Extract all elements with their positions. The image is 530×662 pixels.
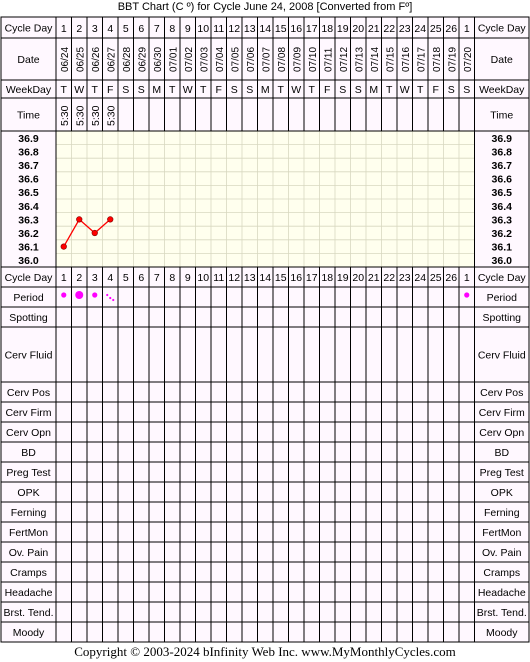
cycle-day-label-lower: 7: [153, 272, 160, 284]
cycle-day-label-lower: 23: [398, 272, 411, 284]
row-label-lower-spotting: Spotting: [9, 312, 48, 324]
chart-title: BBT Chart (C º) for Cycle June 24, 2008 [Converted from Fº]: [117, 1, 413, 13]
temp-tick-label: 36.5: [18, 187, 39, 200]
weekday-label: M: [152, 84, 162, 96]
cycle-day-label-lower: 5: [122, 272, 129, 284]
cycle-day-label-lower: 15: [274, 272, 287, 284]
temp-tick-label-right: 36.0: [491, 255, 512, 268]
weekday-label: F: [324, 84, 331, 96]
row-label-lower-bd: BD: [21, 447, 36, 459]
temp-tick-label-right: 36.4: [491, 200, 512, 213]
row-label-lower-preg-test: Preg Test: [6, 467, 51, 479]
cycle-day-label-lower: 9: [184, 272, 191, 284]
row-label-lower-right-ferning: Ferning: [483, 507, 520, 519]
cycle-day-label-lower: 25: [429, 272, 442, 284]
date-label: 07/10: [307, 46, 319, 72]
row-label-lower-cerv-opn: Cerv Opn: [6, 427, 51, 439]
temp-tick-label-right: 36.6: [491, 173, 512, 186]
date-label: 07/19: [447, 46, 459, 72]
cycle-day-label: 12: [228, 23, 241, 35]
weekday-label: S: [122, 84, 130, 96]
copyright-footer: Copyright © 2003-2024 bInfinity Web Inc. www.MyMonthlyCycles.com: [74, 644, 456, 659]
cycle-day-label: 19: [336, 23, 349, 35]
row-label-lower-right-cycle-day: Cycle Day: [477, 272, 526, 284]
time-label: 5:30: [58, 105, 71, 126]
row-label-lower-right-bd: BD: [494, 447, 510, 459]
weekday-label: W: [399, 84, 410, 96]
cycle-day-label-lower: 2: [76, 272, 83, 284]
row-label-lower-cramps: Cramps: [10, 567, 47, 579]
row-label-date: Date: [17, 54, 40, 66]
cycle-day-label-lower: 19: [336, 272, 349, 284]
row-label-weekday: WeekDay: [5, 84, 52, 96]
temperature-point: [61, 244, 67, 250]
weekday-label: W: [182, 84, 193, 96]
temp-tick-label: 36.6: [18, 173, 39, 186]
row-label-lower-right-fertmon: FertMon: [482, 527, 522, 539]
weekday-label: S: [339, 84, 347, 96]
cycle-day-label-lower: 24: [414, 272, 427, 284]
time-label: 5:30: [74, 105, 87, 126]
weekday-label: F: [432, 84, 439, 96]
cycle-day-label-lower: 20: [352, 272, 365, 284]
row-label-lower-period: Period: [13, 292, 44, 304]
row-label-right-time: Time: [490, 109, 514, 122]
time-label: 5:30: [105, 105, 118, 126]
period-spotting-dot: [112, 299, 114, 301]
cycle-day-label: 18: [321, 23, 334, 35]
period-spotting-dot: [109, 297, 111, 299]
date-label: 07/02: [183, 46, 195, 72]
cycle-day-label: 14: [259, 23, 272, 35]
cycle-day-label: 15: [274, 23, 287, 35]
row-label-lower-cerv-fluid: Cerv Fluid: [4, 349, 53, 362]
date-label: 06/29: [137, 46, 149, 72]
cycle-day-label-lower: 22: [383, 272, 396, 284]
cycle-day-label-lower: 14: [259, 272, 272, 284]
cycle-day-label-lower: 11: [213, 272, 225, 284]
date-label: 07/08: [276, 46, 288, 72]
row-label-lower-cycle-day: Cycle Day: [4, 272, 53, 284]
row-label-lower-right-cerv-fluid: Cerv Fluid: [477, 349, 526, 362]
date-label: 07/14: [369, 46, 381, 72]
cycle-day-label: 1: [60, 23, 67, 35]
row-label-right-cycle-day: Cycle Day: [477, 22, 526, 35]
row-label-lower-ferning: Ferning: [10, 507, 47, 519]
date-label: 07/07: [261, 46, 273, 72]
cycle-day-label-lower: 21: [367, 272, 380, 284]
weekday-label: S: [354, 84, 362, 96]
row-label-lower-right-cerv-pos: Cerv Pos: [480, 387, 524, 399]
date-label: 06/30: [152, 46, 164, 72]
cycle-day-label-lower: 3: [91, 272, 98, 284]
row-label-lower-right-moody: Moody: [485, 627, 518, 639]
cycle-day-label: 5: [122, 23, 129, 35]
date-label: 06/26: [90, 46, 102, 72]
date-label: 07/01: [168, 46, 180, 72]
cycle-day-label: 2: [76, 23, 83, 35]
date-label: 07/17: [416, 46, 428, 72]
cycle-day-label: 10: [197, 23, 210, 35]
row-label-lower-right-brst-tend: Brst. Tend.: [476, 607, 527, 619]
date-label: 06/28: [121, 46, 133, 72]
temp-tick-label: 36.7: [18, 160, 39, 172]
cycle-day-label-lower: 18: [321, 272, 334, 284]
row-label-lower-right-spotting: Spotting: [482, 312, 522, 324]
cycle-day-label: 1: [463, 23, 470, 35]
temp-tick-label-right: 36.8: [491, 146, 512, 159]
date-label: 07/06: [245, 46, 257, 72]
temp-tick-label: 36.3: [18, 214, 39, 227]
period-medium-dot: [464, 292, 469, 297]
cycle-day-label-lower: 1: [60, 272, 67, 284]
date-label: 07/13: [354, 46, 366, 72]
row-label-lower-opk: OPK: [17, 487, 40, 499]
cycle-day-label: 17: [305, 23, 318, 35]
cycle-day-label-lower: 26: [445, 272, 458, 284]
row-label-lower-right-ov-pain: Ov. Pain: [482, 547, 522, 559]
row-label-lower-right-cerv-opn: Cerv Opn: [479, 427, 525, 439]
row-label-lower-right-opk: OPK: [490, 487, 513, 499]
temp-tick-label: 36.1: [18, 241, 39, 254]
date-label: 07/11: [323, 47, 335, 72]
temp-tick-label-right: 36.1: [491, 241, 512, 254]
weekday-label: M: [369, 84, 379, 96]
time-label: 5:30: [89, 105, 102, 126]
temp-tick-label: 36.4: [18, 200, 39, 213]
date-label: 06/27: [106, 46, 118, 72]
row-label-lower-right-preg-test: Preg Test: [479, 467, 524, 479]
row-label-lower-cerv-pos: Cerv Pos: [6, 387, 51, 399]
weekday-label: W: [74, 84, 85, 96]
row-label-right-weekday: WeekDay: [479, 84, 525, 96]
weekday-label: F: [107, 84, 114, 96]
date-label: 07/16: [400, 46, 412, 72]
weekday-label: M: [260, 84, 270, 96]
cycle-day-label-lower: 12: [228, 272, 241, 284]
date-label: 06/25: [75, 46, 87, 72]
temperature-point: [76, 217, 82, 223]
row-label-time: Time: [17, 109, 40, 122]
cycle-day-label-lower: 6: [138, 272, 145, 284]
cycle-day-label: 3: [91, 23, 98, 35]
period-medium-dot: [92, 292, 97, 297]
weekday-label: T: [169, 84, 176, 96]
row-label-lower-headache: Headache: [4, 587, 53, 599]
cycle-day-label: 13: [243, 23, 256, 35]
cycle-day-label: 4: [107, 23, 114, 35]
date-label: 07/12: [338, 46, 350, 72]
cycle-day-label: 6: [138, 23, 145, 35]
period-medium-dot: [61, 292, 66, 297]
cycle-day-label-lower: 16: [290, 272, 303, 284]
row-label-lower-fertmon: FertMon: [8, 527, 49, 539]
weekday-label: T: [308, 84, 315, 96]
weekday-label: S: [463, 84, 471, 96]
date-label: 07/20: [462, 46, 474, 72]
cycle-day-label: 7: [153, 23, 160, 35]
weekday-label: S: [137, 84, 145, 96]
cycle-day-label: 21: [367, 23, 380, 35]
weekday-label: T: [417, 84, 424, 96]
cycle-day-label: 25: [429, 23, 442, 35]
weekday-label: T: [277, 84, 284, 96]
row-label-lower-right-cramps: Cramps: [483, 567, 521, 579]
weekday-label: S: [246, 84, 254, 96]
date-label: 07/03: [199, 46, 211, 72]
row-label-lower-moody: Moody: [12, 627, 45, 639]
cycle-day-label: 9: [184, 23, 191, 35]
cycle-day-label-lower: 17: [305, 272, 318, 284]
date-label: 07/09: [292, 46, 304, 72]
cycle-day-label: 11: [213, 23, 225, 35]
temp-tick-label: 36.2: [18, 228, 39, 240]
weekday-label: T: [386, 84, 393, 96]
date-label: 07/15: [385, 46, 397, 72]
temperature-point: [92, 230, 98, 236]
cycle-day-label: 22: [383, 23, 396, 35]
row-label-lower-right-cerv-firm: Cerv Firm: [478, 407, 525, 419]
period-spotting-dot: [106, 294, 108, 296]
temp-tick-label-right: 36.2: [491, 228, 512, 240]
date-label: 07/04: [214, 46, 226, 72]
cycle-day-label-lower: 4: [107, 272, 114, 284]
period-heavy-dot: [75, 291, 83, 299]
weekday-label: F: [215, 84, 222, 96]
cycle-day-label: 20: [352, 23, 365, 35]
cycle-day-label: 24: [414, 23, 427, 35]
date-label: 06/24: [59, 46, 71, 72]
date-label: 07/05: [230, 46, 242, 72]
temperature-point: [107, 217, 113, 223]
row-label-lower-right-headache: Headache: [477, 587, 526, 599]
row-label-cycle-day: Cycle Day: [4, 22, 53, 35]
row-label-lower-brst-tend: Brst. Tend.: [3, 607, 54, 619]
cycle-day-label: 8: [169, 23, 176, 35]
temp-tick-label-right: 36.3: [491, 214, 512, 227]
row-label-right-date: Date: [490, 54, 513, 66]
weekday-label: T: [200, 84, 207, 96]
row-label-lower-cerv-firm: Cerv Firm: [5, 407, 52, 419]
weekday-label: T: [60, 84, 67, 96]
weekday-label: S: [230, 84, 238, 96]
temp-tick-label: 36.8: [18, 146, 39, 159]
cycle-day-label: 26: [445, 23, 458, 35]
row-label-lower-ov-pain: Ov. Pain: [8, 547, 49, 559]
weekday-label: W: [291, 84, 302, 96]
temp-tick-label-right: 36.7: [491, 160, 512, 172]
temp-tick-label-right: 36.5: [491, 187, 512, 200]
weekday-label: S: [447, 84, 455, 96]
cycle-day-label-lower: 10: [197, 272, 210, 284]
cycle-day-label: 16: [290, 23, 303, 35]
temp-tick-label: 36.9: [18, 132, 39, 145]
cycle-day-label-lower: 13: [243, 272, 256, 284]
date-label: 07/18: [431, 46, 443, 72]
cycle-day-label-lower: 8: [169, 272, 176, 284]
cycle-day-label-lower: 1: [463, 272, 470, 284]
temp-tick-label-right: 36.9: [491, 132, 512, 145]
temp-tick-label: 36.0: [18, 255, 39, 268]
cycle-day-label: 23: [398, 23, 411, 35]
row-label-lower-right-period: Period: [486, 292, 517, 304]
weekday-label: T: [91, 84, 98, 96]
